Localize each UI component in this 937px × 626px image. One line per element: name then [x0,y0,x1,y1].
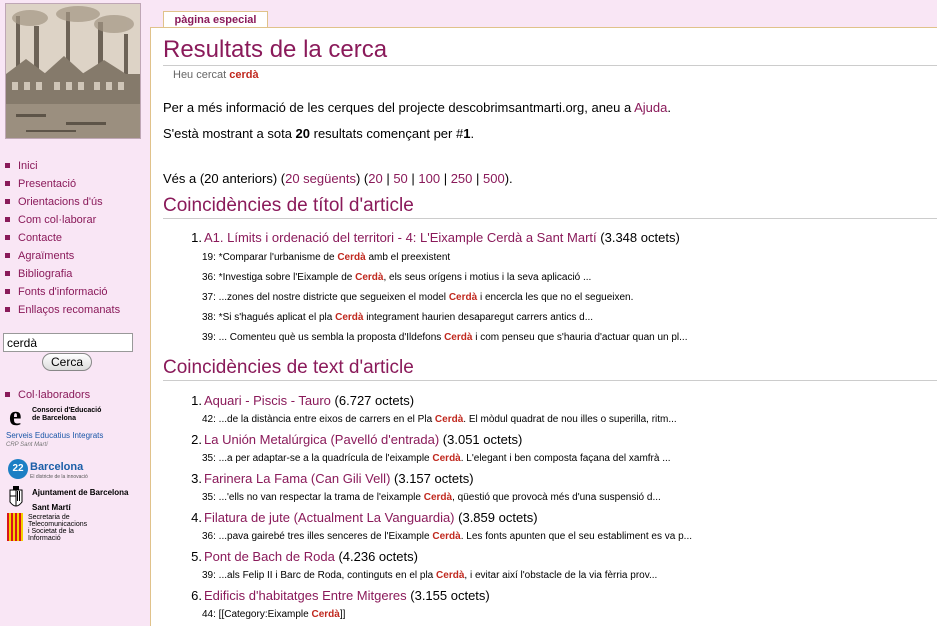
nav-item-enllacos[interactable] [5,301,120,319]
nav-item-fonts[interactable] [5,283,120,301]
nav-link[interactable]: Presentació [18,178,77,190]
result-item [173,588,490,603]
result-snippet: 36: ...pava gairebé tres illes senceres de l'Eixample Cerdà. Les fonts apunten que el seu establiment es va p... [202,531,692,542]
nav-item-agraiments[interactable] [5,247,120,265]
result-snippet: 19: *Comparar l'urbanisme de Cerdà amb el preexistent [202,252,451,263]
results-count-paragraph [163,126,474,141]
results-count: 20 [295,126,311,141]
pagination [163,171,513,186]
result-snippet: 39: ... Comenteu què us sembla la proposta d'Ildefons Cerdà i com penseu que s'hauria d'actuar quan un pl... [202,332,688,343]
info-text: Per a més informació de les cerques del projecte descobrimsantmarti.org, aneu a [163,100,635,115]
bullet-icon [5,289,10,294]
result-size: (6.727 octets) [334,393,415,408]
result-number: 1. [191,230,202,245]
limit-20-link[interactable]: 20 [368,171,383,186]
result-number: 2. [191,432,202,447]
results-start: 1 [463,126,471,141]
sidebar [0,0,150,626]
nav-link[interactable]: Inici [18,160,38,172]
result-number: 3. [191,471,202,486]
result-snippet: 36: *Investiga sobre l'Eixample de Cerdà, els seus orígens i motius i la seva aplicació ... [202,272,592,283]
nav-item-inici[interactable] [5,157,120,175]
result-title-link[interactable]: A1. Límits i ordenació del territori - 4: L'Eixample Cerdà a Sant Martí [204,230,597,245]
sponsor-text: Sant Martí [32,503,71,512]
result-snippet: 35: ...'ells no van respectar la trama de l'eixample Cerdà, qüestió que provocà més d'una suspensió d... [202,492,661,503]
nav-link[interactable]: Com col·laborar [18,214,97,226]
title-divider [163,65,937,66]
nav-item-bibliografia[interactable] [5,265,120,283]
pagination-prefix: Vés a (20 anteriors) ( [163,171,286,186]
limit-500-link[interactable]: 500 [483,171,505,186]
pagination-separator: | [472,171,484,186]
result-size: (3.157 octets) [394,471,474,486]
pagination-separator: | [440,171,451,186]
help-link[interactable]: Ajuda [634,100,668,115]
bullet-icon [5,307,10,312]
nav-item-contacte[interactable] [5,229,120,247]
limit-100-link[interactable]: 100 [418,171,441,186]
main-content [150,27,937,626]
text-matches-heading: Coincidències de text d'article [163,357,414,378]
nav-link[interactable]: Orientacions d'ús [18,196,103,208]
result-title-link[interactable]: Aquari - Piscis - Tauro [204,393,331,408]
showing-middle: resultats començant per # [310,126,464,141]
22-circle-icon: 22 [8,459,28,479]
bullet-icon [5,181,10,186]
bullet-icon [5,235,10,240]
nav-link[interactable]: Fonts d'informació [18,286,108,298]
result-snippet: 44: [[Category:Eixample Cerdà]] [202,609,346,620]
result-snippet: 37: ...zones del nostre districte que segueixen el model Cerdà i encercla les que no el segueixen. [202,292,634,303]
search-query-link[interactable]: cerdà [229,69,259,81]
search-input[interactable] [3,333,133,352]
result-item [173,510,538,525]
bullet-icon [5,271,10,276]
result-number: 1. [191,393,202,408]
limit-50-link[interactable]: 50 [393,171,408,186]
result-title-link[interactable]: Farinera La Fama (Can Gili Vell) [204,471,391,486]
nav-link[interactable]: Agraïments [18,250,75,262]
sponsor-text: El districte de la innovació [30,474,88,480]
nav-link[interactable]: Enllaços recomanats [18,304,121,316]
nav-item-presentacio[interactable] [5,175,120,193]
result-number: 4. [191,510,202,525]
limit-250-link[interactable]: 250 [450,171,473,186]
sponsor-text: Secretaria de Telecomunicacions i Societat de la Informació [28,514,88,542]
sidebar-navigation [5,157,120,319]
pagination-suffix: ). [504,171,513,186]
search-subtitle [173,69,259,81]
bullet-icon [5,199,10,204]
sponsor-text: Ajuntament de Barcelona [32,488,129,497]
result-title-link[interactable]: Pont de Bach de Roda [204,549,335,564]
site-logo-engraving[interactable] [5,3,141,139]
ajuntament-shield-icon [8,486,24,512]
info-paragraph [163,100,671,115]
bullet-icon [5,253,10,258]
sponsor-text: Serveis Educatius Integrats [6,431,104,440]
sponsor-text: Barcelona [30,461,84,473]
next-results-link[interactable]: 20 següents [285,171,356,186]
search-button[interactable]: Cerca [42,353,92,371]
sponsor-text: CRP Sant Martí [6,442,48,448]
consorci-e-icon: e [9,401,22,432]
result-item [173,432,522,447]
result-item [173,471,474,486]
sponsor-text: Consorci d'Educació de Barcelona [32,407,102,422]
result-number: 5. [191,549,202,564]
section-divider [163,218,937,219]
result-title-link[interactable]: Edificis d'habitatges Entre Mitgeres [204,588,407,603]
result-size: (3.859 octets) [458,510,538,525]
section-divider [163,380,937,381]
pagination-separator: | [382,171,394,186]
result-number: 6. [191,588,202,603]
result-item [173,393,414,408]
nav-link[interactable]: Contacte [18,232,63,244]
result-item [173,549,418,564]
subtitle-prefix: Heu cercat [173,69,230,81]
result-snippet: 35: ...a per adaptar-se a la quadrícula de l'eixample Cerdà. L'elegant i ben composta façana del xamfrà ... [202,453,671,464]
showing-prefix: S'està mostrant a sota [163,126,296,141]
bullet-icon [5,217,10,222]
nav-item-orientacions[interactable] [5,193,120,211]
page-title: Resultats de la cerca [163,36,388,63]
collaborators-link-text[interactable]: Col·laboradors [18,389,91,401]
title-matches-heading: Coincidències de títol d'article [163,195,414,216]
nav-link[interactable]: Bibliografia [18,268,73,280]
info-suffix: . [667,100,671,115]
tab-special-page[interactable]: pàgina especial [163,11,268,28]
showing-suffix: . [470,126,475,141]
result-snippet: 39: ...als Felip II i Barc de Roda, continguts en el pla Cerdà, i evitar així l'obstacle de la via fèrria prov... [202,570,658,581]
senyera-flag-icon [7,513,23,541]
result-snippet: 42: ...de la distància entre eixos de carrers en el Pla Cerdà. El mòdul quadrat de nou illes o superilla, ritm... [202,414,677,425]
result-size: (3.348 octets) [600,230,680,245]
result-size: (3.051 octets) [442,432,523,447]
result-size: (4.236 octets) [338,549,418,564]
result-title-link[interactable]: La Unión Metalúrgica (Pavelló d'entrada) [204,432,440,447]
nav-item-com-collaborar[interactable] [5,211,120,229]
pagination-separator: | [407,171,419,186]
result-title-link[interactable]: Filatura de jute (Actualment La Vanguardia) [204,510,455,525]
result-item [173,230,680,245]
bullet-icon [5,392,10,397]
result-snippet: 38: *Si s'hagués aplicat el pla Cerdà integrament haurien desaparegut carrers antics d... [202,312,594,323]
result-size: (3.155 octets) [410,588,490,603]
bullet-icon [5,163,10,168]
pagination-mid: ) ( [355,171,369,186]
